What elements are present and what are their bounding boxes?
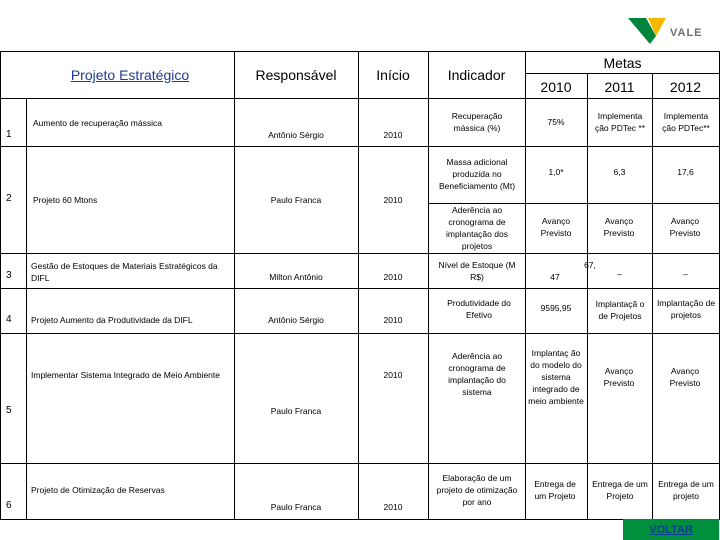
row-meta-2010: 75% (547, 117, 565, 127)
row-meta-2011: 6,3 (613, 167, 626, 177)
row-projeto: Gestão de Estoques de Materiais Estratégicos da DIFL (31, 261, 218, 283)
row-meta-2011: – (617, 269, 622, 279)
row-indicador: Elaboração de um projeto de otimização por ano (436, 473, 518, 507)
row-meta-2010: Avanço Previsto (540, 216, 572, 238)
row-indicador: Massa adicional produzida no Beneficiamento (Mt) (438, 157, 516, 191)
row-meta-2010: 1,0* (548, 167, 564, 177)
row-number: 1 (6, 129, 12, 140)
row-number: 3 (6, 270, 12, 281)
row-responsavel: Paulo Franca (270, 195, 322, 205)
header-2011: 2011 (604, 79, 635, 95)
header-2010: 2010 (540, 79, 572, 95)
row-projeto: Aumento de recuperação mássica (33, 118, 162, 128)
row-responsavel: Milton Antônio (269, 272, 323, 282)
header-projeto-link[interactable]: Projeto Estratégico (70, 67, 190, 83)
row-meta-2010: Implantaç ão do modelo do sistema integrado de meio ambiente (528, 348, 584, 406)
row-indicador: Nível de Estoque (M R$) (438, 260, 516, 282)
row-meta-2012: – (683, 269, 688, 279)
row-number: 4 (6, 314, 12, 325)
row-responsavel: Paulo Franca (270, 406, 322, 416)
row-inicio: 2010 (383, 195, 403, 205)
row-projeto: Implementar Sistema Integrado de Meio Ambiente (31, 370, 220, 380)
row-meta-2012: Avanço Previsto (669, 216, 701, 238)
row-meta-2012: Entrega de um projeto (658, 479, 714, 501)
row-meta-2012: 17,6 (677, 167, 694, 177)
header-inicio: Início (376, 67, 410, 83)
row-meta-2010-b: 47 (550, 272, 560, 282)
row-meta-2011: Avanço Previsto (603, 366, 635, 388)
row-meta-2010: 9595,95 (540, 303, 572, 313)
row-projeto: Projeto de Otimização de Reservas (31, 485, 165, 495)
row-meta-2012: Implantação de projetos (656, 298, 716, 320)
row-responsavel: Antônio Sérgio (268, 130, 324, 140)
row-inicio: 2010 (383, 315, 403, 325)
row-indicador: Produtividade do Efetivo (447, 298, 511, 320)
row-indicador: Aderência ao cronograma de implantação do sistema (448, 351, 506, 397)
header-metas: Metas (603, 54, 642, 71)
row-indicador: Recuperação mássica (%) (451, 111, 503, 133)
row-projeto: Projeto Aumento da Produtividade da DIFL (31, 315, 193, 325)
row-projeto: Projeto 60 Mtons (33, 195, 98, 205)
row-meta-2010-a: 67, (584, 260, 596, 270)
row-meta-2012: Implementa ção PDTec** (662, 111, 710, 133)
header-indicador: Indicador (447, 67, 506, 83)
row-meta-2011: Implementa ção PDTec ** (594, 111, 646, 133)
voltar-button[interactable]: VOLTAR (623, 519, 719, 540)
header-projeto[interactable] (26, 56, 234, 94)
header-2012: 2012 (669, 79, 702, 95)
row-inicio: 2010 (383, 370, 403, 380)
row-meta-2011: Avanço Previsto (603, 216, 635, 238)
row-meta-2011: Implantaçã o de Projetos (595, 299, 645, 321)
row-responsavel: Paulo Franca (270, 502, 322, 512)
row-number: 5 (6, 405, 12, 416)
vale-logo-text: VALE (670, 27, 703, 39)
row-number: 2 (6, 193, 12, 204)
row-inicio: 2010 (383, 502, 403, 512)
row-meta-2010: Entrega de um Projeto (534, 479, 576, 501)
row-number: 6 (6, 500, 12, 511)
row-meta-2012: Avanço Previsto (669, 366, 701, 388)
row-inicio: 2010 (383, 272, 403, 282)
row-responsavel: Antônio Sérgio (268, 315, 324, 325)
row-inicio: 2010 (383, 130, 403, 140)
row-meta-2011: Entrega de um Projeto (592, 479, 648, 501)
header-responsavel: Responsável (255, 67, 337, 83)
row-indicador: Aderência ao cronograma de implantação dos projetos (446, 205, 508, 251)
